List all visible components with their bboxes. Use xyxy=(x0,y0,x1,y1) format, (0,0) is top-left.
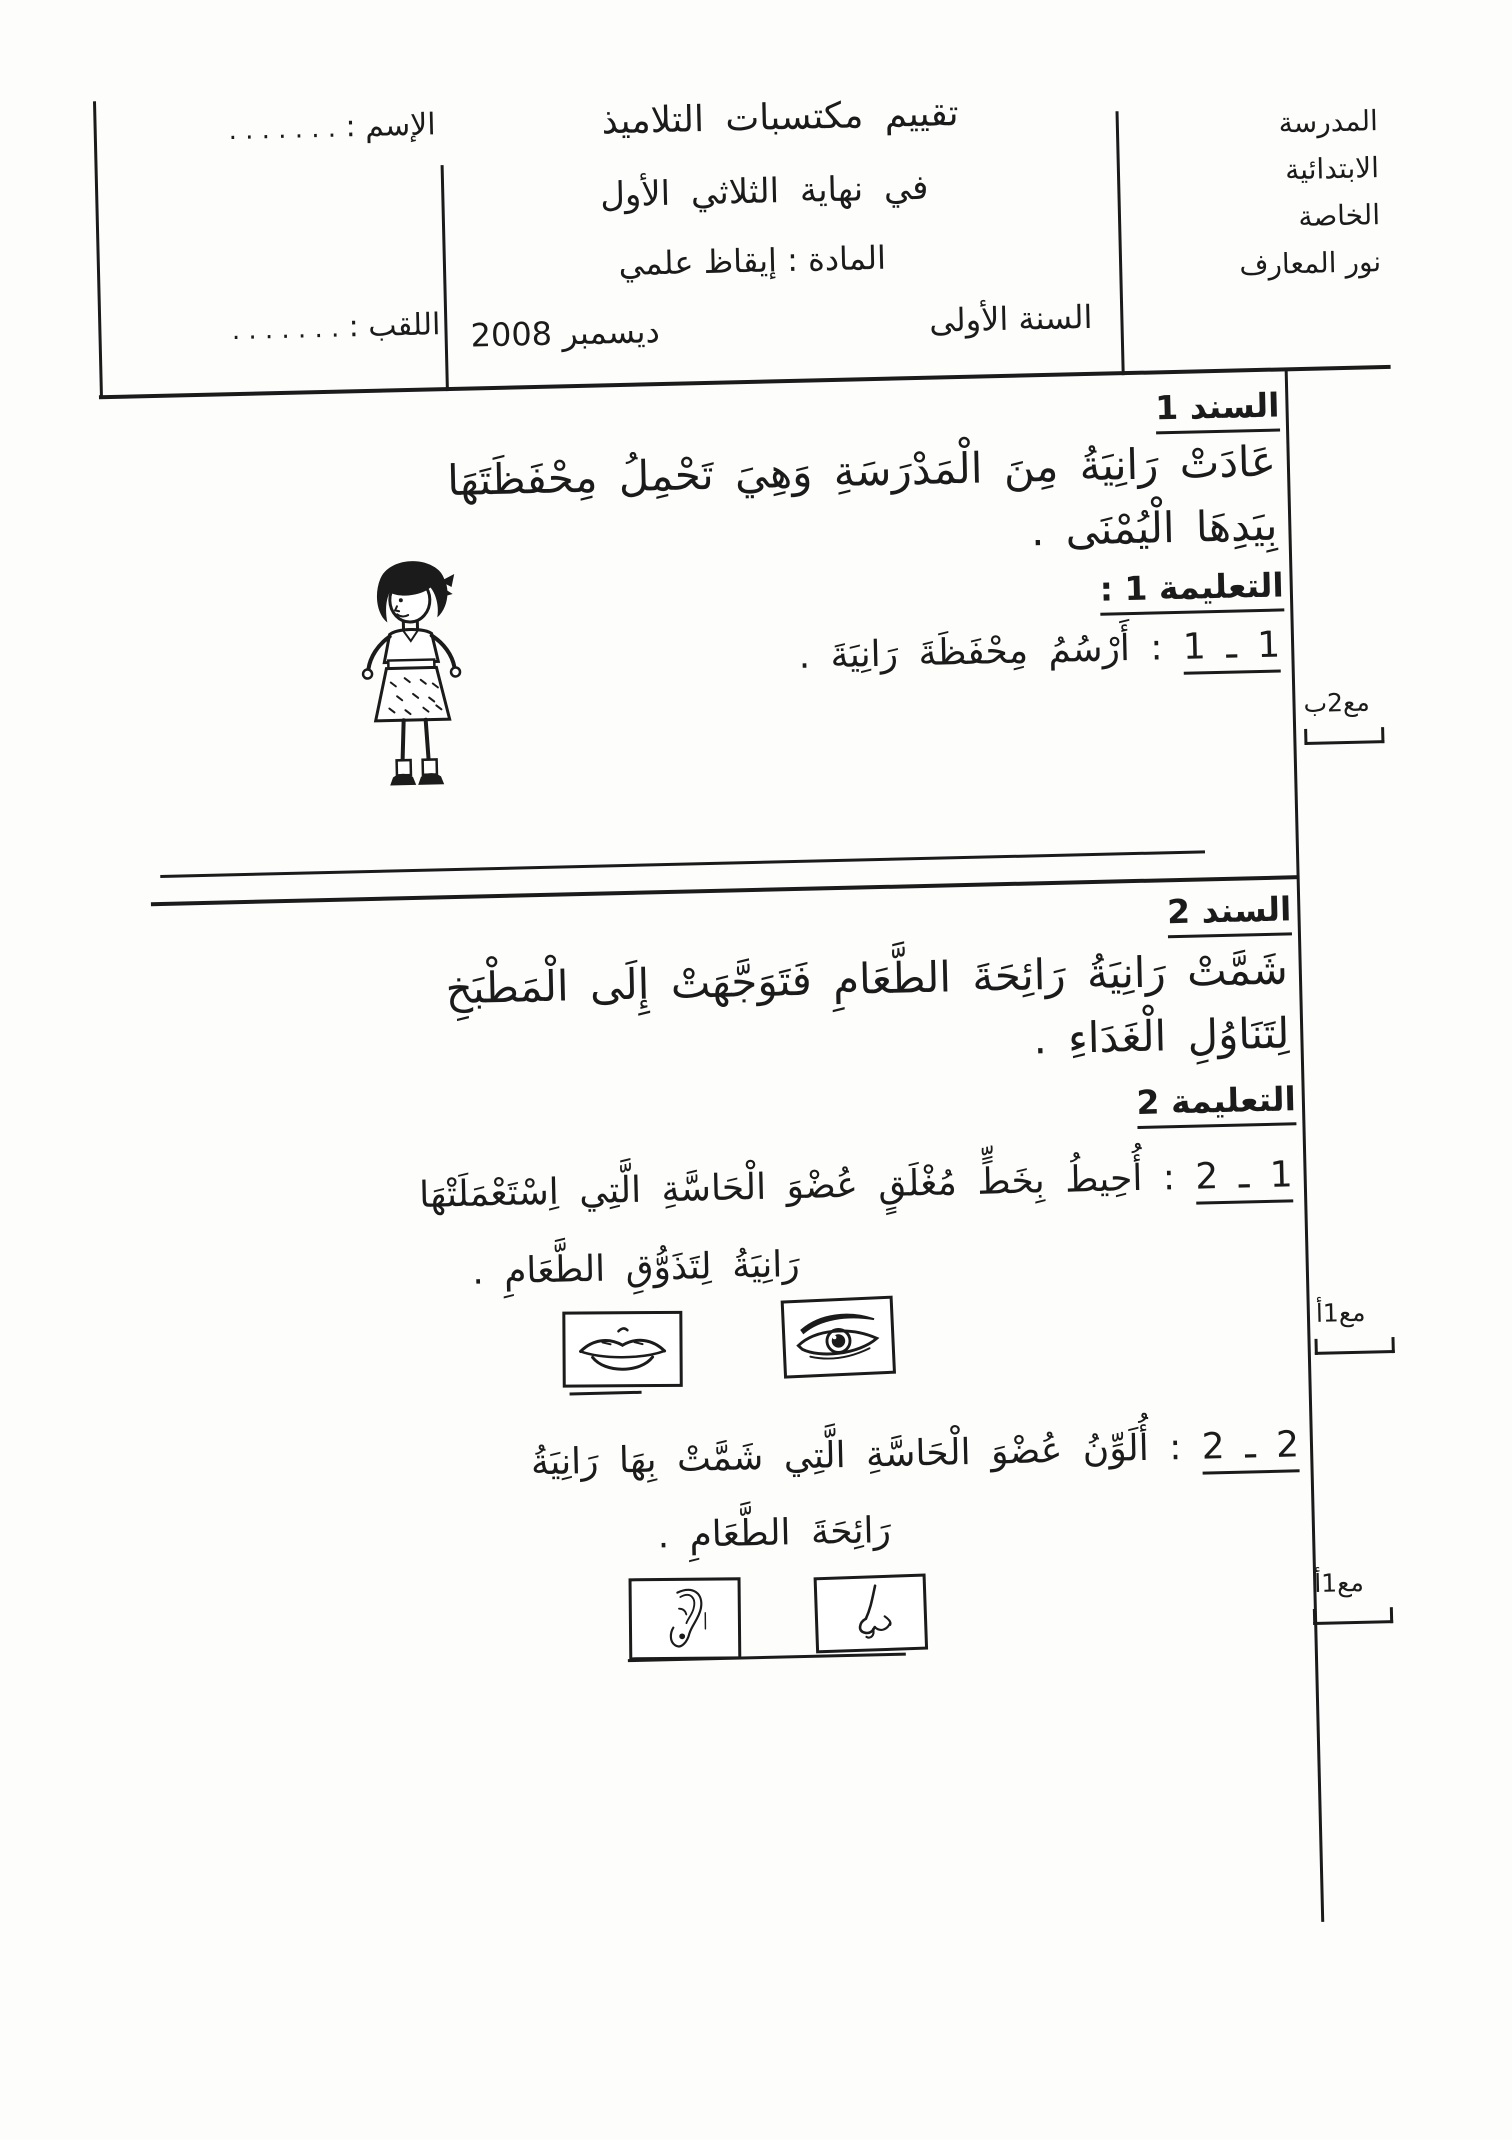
schoolgirl-illustration xyxy=(340,554,506,808)
exam-title-line1: تقييم مكتسبات التلاميذ xyxy=(601,92,960,143)
margin-bracket-3 xyxy=(1313,1607,1393,1625)
section2-item1-text: : أُحِيطُ بِخَطٍّ مُغْلَقٍ عُضْوَ الْحَاسَّةِ الَّتِي اِسْتَعْمَلَتْهَا xyxy=(418,1157,1176,1216)
margin-bracket-2 xyxy=(1314,1337,1394,1355)
section1-instruction-title xyxy=(1099,565,1284,608)
lips-option-box[interactable] xyxy=(562,1311,682,1388)
school-line-1: المدرسة xyxy=(1278,104,1379,140)
section2-item2-number: 2 ـ 2 xyxy=(1201,1424,1299,1474)
section1-body-line1: عَادَتْ رَانِيَةُ مِنَ الْمَدْرَسَةِ وَهِيَ تَحْمِلُ مِحْفَظَتَهَا xyxy=(446,436,1277,506)
header-separator-2 xyxy=(1116,111,1125,375)
margin-mark-2: مع1أ xyxy=(1315,1297,1366,1328)
school-line-2: الابتدائية xyxy=(1284,151,1380,187)
section1-item xyxy=(798,618,1281,685)
school-line-3: الخاصة xyxy=(1297,198,1381,233)
lips-icon xyxy=(572,1321,672,1378)
section1-body-line2: بِيَدِهَا الْيُمْنَى . xyxy=(1030,500,1278,556)
margin-mark-1: مع2ب xyxy=(1303,687,1370,718)
surname-row xyxy=(231,307,440,347)
section1-item-text: : أَرْسُمُ مِحْفَظَةَ رَانِيَةَ . xyxy=(798,627,1163,677)
section1-title-text: السند 1 xyxy=(1155,385,1280,434)
header-left-border xyxy=(93,101,103,397)
section2-body-line1: شَمَّتْ رَانِيَةُ رَائِحَةَ الطَّعَامِ فَتَوَجَّهَتْ إِلَى الْمَطْبَخِ xyxy=(445,944,1289,1014)
exam-title-line2: في نهاية الثلاثي الأول xyxy=(599,167,929,216)
section2-item1-line2: رَانِيَةُ لِتَذَوُّقِ الطَّعَامِ . xyxy=(471,1244,801,1293)
section-separator-lower xyxy=(151,875,1299,906)
surname-blank[interactable]: . . . . . . . xyxy=(231,313,340,347)
subject-line: المادة : إيقاظ علمي xyxy=(618,238,887,284)
ear-option-box[interactable] xyxy=(629,1577,742,1660)
section2-instruction-title xyxy=(1136,1079,1296,1122)
schoolgirl-icon xyxy=(340,554,506,808)
section1-title xyxy=(1155,385,1280,427)
section2-item2-text: : أُلَوِّنُ عُضْوَ الْحَاسَّةِ الَّتِي شَمَّتْ بِهَا رَانِيَةُ xyxy=(530,1427,1182,1484)
section2-item1-number: 1 ـ 2 xyxy=(1195,1154,1293,1204)
section2-item2-line1 xyxy=(530,1417,1299,1491)
header-separator-1 xyxy=(441,165,449,391)
section2-item2-line2: رَائِحَةَ الطَّعَامِ . xyxy=(657,1509,892,1557)
content-right-border xyxy=(1285,369,1325,1922)
nose-option-box[interactable] xyxy=(814,1574,929,1654)
eye-option-box[interactable] xyxy=(781,1296,896,1379)
margin-mark-3: مع1أ xyxy=(1313,1567,1365,1598)
section2-body-line2: لِتَنَاوُلِ الْغَدَاءِ . xyxy=(1032,1008,1290,1064)
section2-title-text: السند 2 xyxy=(1167,889,1292,938)
name-label: الإسم : xyxy=(345,107,437,145)
section2-title xyxy=(1167,889,1292,931)
nose-icon xyxy=(828,1581,914,1646)
grade-line: السنة الأولى xyxy=(928,297,1093,340)
section1-instruction-text: التعليمة 1 : xyxy=(1099,565,1284,615)
date-line: ديسمبر 2008 xyxy=(470,312,661,355)
section2-instruction-text: التعليمة 2 xyxy=(1136,1079,1296,1129)
school-line-4: نور المعارف xyxy=(1239,245,1382,282)
surname-label: اللقب : xyxy=(348,307,441,345)
eye-icon xyxy=(789,1303,888,1371)
name-blank[interactable]: . . . . . . . xyxy=(228,113,337,147)
margin-bracket-1 xyxy=(1304,727,1384,745)
ear-icon xyxy=(649,1583,722,1654)
school-name-block xyxy=(1236,97,1382,288)
section1-item-number: 1 ـ 1 xyxy=(1182,625,1280,675)
name-row xyxy=(228,107,436,147)
section-separator-upper xyxy=(160,850,1205,878)
section2-item1-line1 xyxy=(419,1147,1294,1224)
lips-box-underline xyxy=(570,1391,642,1396)
